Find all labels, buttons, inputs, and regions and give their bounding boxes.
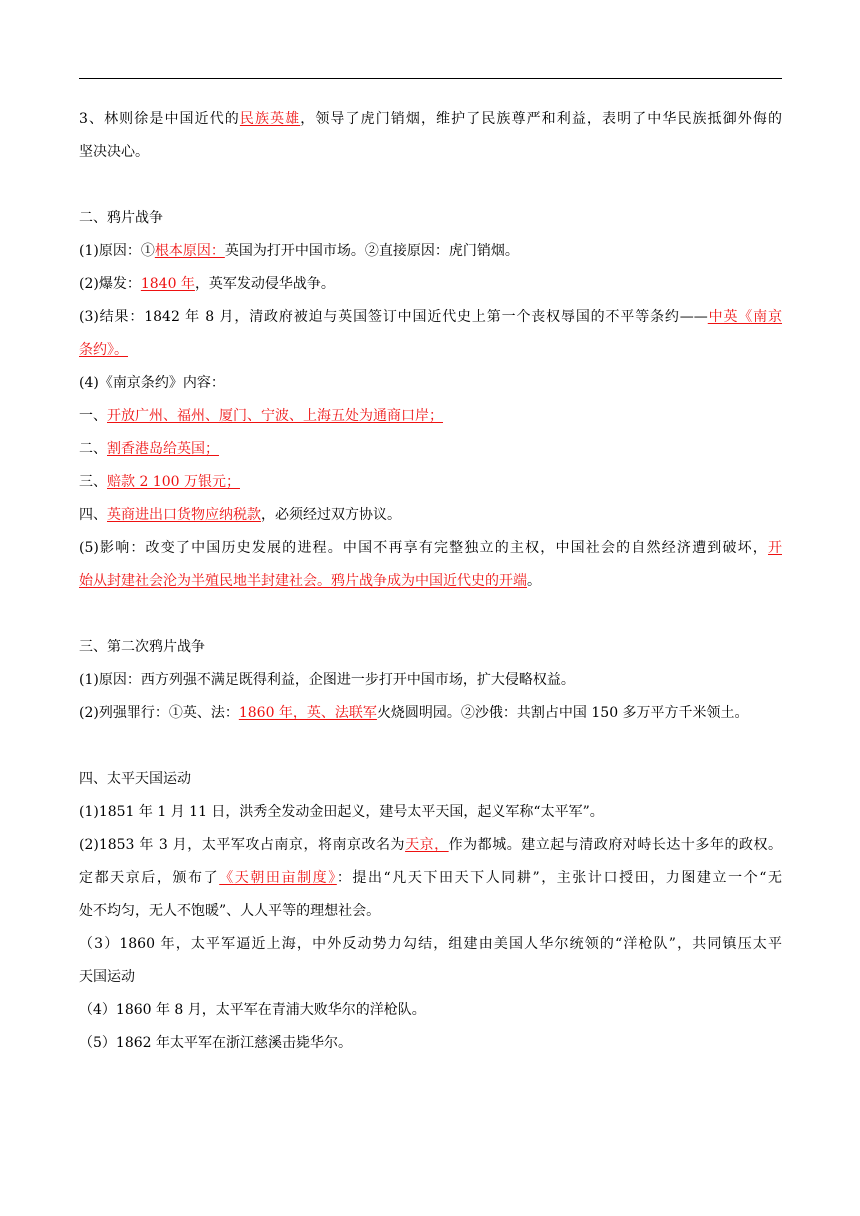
spacer bbox=[79, 598, 782, 631]
highlight-indemnity: 赔款 2 100 万银元； bbox=[107, 474, 240, 490]
highlight-anglo-french: 1860 年，英、法联军 bbox=[238, 705, 377, 721]
spacer bbox=[79, 730, 782, 763]
highlight-root-cause: 根本原因： bbox=[154, 243, 225, 259]
heading-taiping: 四、太平天国运动 bbox=[79, 771, 191, 787]
paragraph-lin-zexu bbox=[79, 103, 782, 136]
treaty-item-2 bbox=[79, 433, 782, 466]
opium-war-impact bbox=[79, 532, 782, 565]
text-segment: 火烧圆明园。②沙俄：共割占中国 150 多万平方千米领土。 bbox=[376, 705, 749, 721]
heading-second-opium-war: 三、第二次鸦片战争 bbox=[79, 639, 205, 655]
text-segment: ，必须经过双方协议。 bbox=[261, 507, 401, 523]
highlight-year-1840: 1840 年 bbox=[140, 276, 195, 292]
text-segment: (2)列强罪行：①英、法： bbox=[79, 705, 239, 721]
text-segment: 定都天京后，颁布了 bbox=[79, 870, 220, 886]
text-segment: 一、 bbox=[79, 408, 107, 424]
highlight-land-system: 《天朝田亩制度》 bbox=[219, 870, 337, 886]
highlight-impact-cont: 始从封建社会沦为半殖民地半封建社会。鸦片战争成为中国近代史的开端 bbox=[79, 573, 527, 589]
highlight-treaty-nanjing-cont: 条约》。 bbox=[79, 342, 128, 358]
header-rule bbox=[79, 78, 782, 79]
text-segment: 三、 bbox=[79, 474, 107, 490]
text-segment: 。 bbox=[527, 573, 541, 589]
text-segment: 四、 bbox=[79, 507, 107, 523]
spacer bbox=[79, 169, 782, 202]
taiping-item-2-end: 处不均匀，无人不饱暖”、人人平等的理想社会。 bbox=[79, 903, 381, 919]
taiping-item-1: (1)1851 年 1 月 11 日，洪秀全发动金田起义，建号太平天国，起义军称“太平军”。 bbox=[79, 804, 604, 820]
treaty-item-1 bbox=[79, 400, 782, 433]
highlight-tariff: 英商进出口货物应纳税款 bbox=[107, 507, 261, 523]
highlight-treaty-nanjing: 中英《南京 bbox=[707, 309, 783, 325]
taiping-item-2 bbox=[79, 829, 782, 862]
treaty-item-4 bbox=[79, 499, 782, 532]
text-segment: (5)影响：改变了中国历史发展的进程。中国不再享有完整独立的主权，中国社会的自然经济遭到破坏， bbox=[79, 540, 768, 556]
highlight-hong-kong: 割香港岛给英国； bbox=[107, 441, 219, 457]
text-segment: 作为都城。建立起与清政府对峙长达十多年的政权。 bbox=[448, 837, 783, 853]
text-segment: 英国为打开中国市场。②直接原因：虎门销烟。 bbox=[224, 243, 519, 259]
text-segment: ，领导了虎门销烟，维护了民族尊严和利益，表明了中华民族抵御外侮的 bbox=[300, 111, 782, 127]
second-opium-war-cause: (1)原因：西方列强不满足既得利益，企图进一步打开中国市场，扩大侵略权益。 bbox=[79, 672, 575, 688]
text-segment: (2)爆发： bbox=[79, 276, 141, 292]
paragraph-lin-zexu-cont: 坚决决心。 bbox=[79, 144, 149, 160]
second-opium-war-crimes bbox=[79, 697, 782, 730]
text-segment: 3、林则徐是中国近代的 bbox=[79, 111, 240, 127]
text-segment: (2)1853 年 3 月，太平军攻占南京，将南京改名为 bbox=[79, 837, 406, 853]
taiping-item-3: （3）1860 年，太平军逼近上海，中外反动势力勾结，组建由美国人华尔统领的“洋枪队”，共同镇压太平 bbox=[79, 936, 782, 952]
taiping-item-5: （5）1862 年太平军在浙江慈溪击毙华尔。 bbox=[79, 1035, 352, 1051]
text-segment: (3)结果：1842 年 8 月，清政府被迫与英国签订中国近代史上第一个丧权辱国的不平等条约—— bbox=[79, 309, 708, 325]
taiping-item-3-cont: 天国运动 bbox=[79, 969, 135, 985]
text-segment: ，英军发动侵华战争。 bbox=[194, 276, 335, 292]
taiping-item-4: （4）1860 年 8 月，太平军在青浦大败华尔的洋枪队。 bbox=[79, 1002, 426, 1018]
taiping-item-2-cont bbox=[79, 862, 782, 895]
opium-war-outbreak bbox=[79, 268, 782, 301]
highlight-tianjing: 天京， bbox=[405, 837, 449, 853]
heading-opium-war: 二、鸦片战争 bbox=[79, 210, 163, 226]
document-body bbox=[79, 103, 782, 1060]
text-segment: 二、 bbox=[79, 441, 107, 457]
opium-war-result bbox=[79, 301, 782, 334]
treaty-contents-heading: (4)《南京条约》内容： bbox=[79, 375, 225, 391]
highlight-national-hero: 民族英雄 bbox=[239, 111, 301, 127]
text-segment: ：提出“凡天下田天下人同耕”，主张计口授田，力图建立一个“无 bbox=[336, 870, 782, 886]
treaty-item-3 bbox=[79, 466, 782, 499]
highlight-impact: 开 bbox=[768, 540, 782, 556]
opium-war-result-cont bbox=[79, 334, 782, 367]
opium-war-impact-cont bbox=[79, 565, 782, 598]
opium-war-cause bbox=[79, 235, 782, 268]
highlight-treaty-ports: 开放广州、福州、厦门、宁波、上海五处为通商口岸； bbox=[107, 408, 443, 424]
text-segment: (1)原因：① bbox=[79, 243, 155, 259]
